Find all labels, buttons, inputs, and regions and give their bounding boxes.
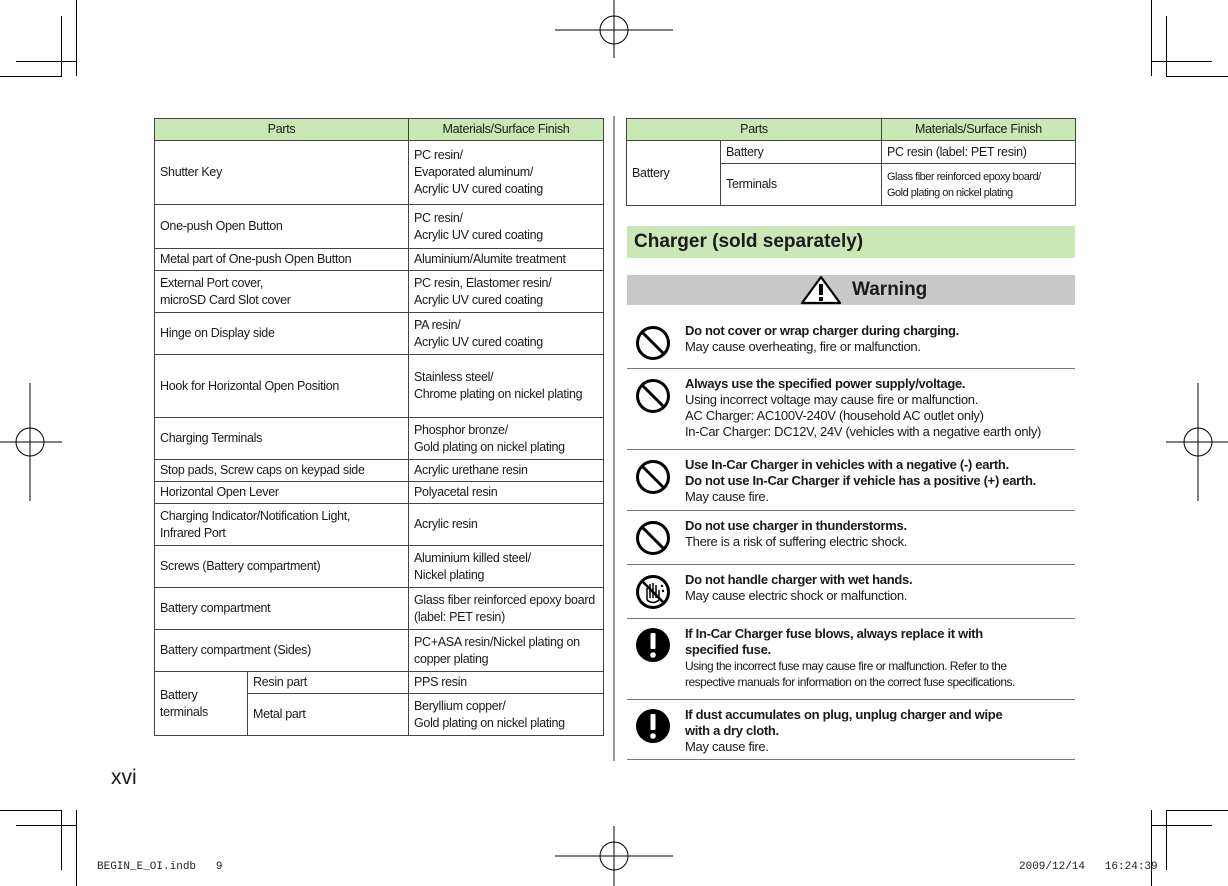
warning-body-line: Using incorrect voltage may cause fire or malfunction. <box>685 392 979 407</box>
header-materials: Materials/Surface Finish <box>882 119 1076 141</box>
table-cell-material: Beryllium copper/ Gold plating on nickel plating <box>409 694 604 736</box>
registration-mark-right <box>1166 383 1228 503</box>
table-row <box>155 418 604 460</box>
table-cell-part: Hinge on Display side <box>155 313 409 355</box>
warning-body-line: May cause fire. <box>685 739 769 754</box>
table-cell-part: Stop pads, Screw caps on keypad side <box>155 460 409 482</box>
warning-body-line: May cause electric shock or malfunction. <box>685 588 908 603</box>
warning-label: Warning <box>852 279 928 300</box>
warning-banner <box>627 275 1075 305</box>
table-cell-group: Battery <box>627 141 721 206</box>
table-row <box>155 313 604 355</box>
table-row <box>155 249 604 271</box>
table-cell-material: Acrylic resin <box>409 504 604 546</box>
table-cell-material: Acrylic urethane resin <box>409 460 604 482</box>
table-cell-material: PC resin/ Evaporated aluminum/ Acrylic UV cured coating <box>409 141 604 205</box>
warning-text <box>685 518 1075 550</box>
table-cell-part: Screws (Battery compartment) <box>155 546 409 588</box>
warning-body-line: There is a risk of suffering electric shock. <box>685 534 908 549</box>
warning-title: Do not handle charger with wet hands. <box>685 572 913 587</box>
table-cell-part: Resin part <box>248 672 409 694</box>
table-cell-material: Aluminium/Alumite treatment <box>409 249 604 271</box>
prohibited-icon <box>635 520 671 561</box>
table-cell-material: PA resin/ Acrylic UV cured coating <box>409 313 604 355</box>
header-parts: Parts <box>627 119 882 141</box>
table-cell-material: PC resin (label: PET resin) <box>882 141 1076 164</box>
table-cell-part: One-push Open Button <box>155 205 409 249</box>
section-title: Charger (sold separately) <box>627 226 1075 258</box>
warning-text <box>685 457 1075 505</box>
table-cell-material: Aluminium killed steel/ Nickel plating <box>409 546 604 588</box>
table-cell-material: Glass fiber reinforced epoxy board/ Gold plating on nickel plating <box>882 164 1076 206</box>
table-cell-part: Shutter Key <box>155 141 409 205</box>
table-cell-part: Horizontal Open Lever <box>155 482 409 504</box>
warning-title: If dust accumulates on plug, unplug charger and wipe with a dry cloth. <box>685 707 1003 738</box>
warning-title: Use In-Car Charger in vehicles with a negative (-) earth. Do not use In-Car Charger if vehicle has a positive (+) earth. <box>685 457 1036 488</box>
warning-text <box>685 707 1075 755</box>
table-row <box>155 630 604 672</box>
warning-body-line: May cause overheating, fire or malfunction. <box>685 339 921 354</box>
warning-item <box>627 368 1075 450</box>
registration-mark-top <box>555 0 675 60</box>
table-row <box>155 672 604 694</box>
warning-title: If In-Car Charger fuse blows, always replace it with specified fuse. <box>685 626 983 657</box>
right-materials-table <box>626 118 1076 206</box>
table-cell-part: External Port cover, microSD Card Slot cover <box>155 271 409 313</box>
table-row <box>155 482 604 504</box>
table-row <box>155 588 604 630</box>
warning-item <box>627 510 1075 565</box>
footer-timestamp: 2009/12/14 16:24:39 <box>1019 861 1158 873</box>
table-cell-material: PC+ASA resin/Nickel plating on copper plating <box>409 630 604 672</box>
warning-item <box>627 699 1075 760</box>
warning-body-line: Using the incorrect fuse may cause fire or malfunction. Refer to the <box>685 659 1007 673</box>
table-row <box>155 504 604 546</box>
prohibited-icon <box>635 459 671 500</box>
header-parts: Parts <box>155 119 409 141</box>
prohibited-icon <box>635 325 671 366</box>
table-cell-part: Battery compartment <box>155 588 409 630</box>
table-cell-material: Polyacetal resin <box>409 482 604 504</box>
table-cell-part: Terminals <box>721 164 882 206</box>
table-row <box>155 355 604 418</box>
table-row <box>155 546 604 588</box>
warning-item <box>627 449 1075 511</box>
warning-text <box>685 572 1075 604</box>
table-cell-part: Battery <box>721 141 882 164</box>
warning-body-line: AC Charger: AC100V-240V (household AC outlet only) <box>685 408 984 423</box>
table-cell-material: Stainless steel/ Chrome plating on nickel plating <box>409 355 604 418</box>
warning-title: Do not use charger in thunderstorms. <box>685 518 907 533</box>
table-row <box>155 205 604 249</box>
warning-text <box>685 376 1075 440</box>
table-cell-part: Battery compartment (Sides) <box>155 630 409 672</box>
mandatory-icon <box>635 627 671 668</box>
registration-mark-left <box>0 383 62 503</box>
left-materials-table <box>154 118 604 736</box>
warning-triangle-icon <box>799 275 843 305</box>
footer-file: BEGIN_E_OI.indb 9 <box>97 861 223 873</box>
page-number: xvi <box>111 766 137 789</box>
column-divider <box>613 116 615 761</box>
header-materials: Materials/Surface Finish <box>409 119 604 141</box>
wet-hands-prohibited-icon <box>635 574 671 615</box>
warning-text <box>685 323 1075 355</box>
warning-body-line: In-Car Charger: DC12V, 24V (vehicles with a negative earth only) <box>685 424 1042 439</box>
table-cell-material: Phosphor bronze/ Gold plating on nickel plating <box>409 418 604 460</box>
table-row <box>627 141 1076 164</box>
table-cell-group: Battery terminals <box>155 672 248 736</box>
warning-title: Always use the specified power supply/voltage. <box>685 376 966 391</box>
table-cell-part: Hook for Horizontal Open Position <box>155 355 409 418</box>
warning-item <box>627 315 1075 369</box>
warning-body-line: May cause fire. <box>685 489 769 504</box>
table-cell-material: Glass fiber reinforced epoxy board (label: PET resin) <box>409 588 604 630</box>
table-cell-part: Metal part of One-push Open Button <box>155 249 409 271</box>
table-cell-part: Metal part <box>248 694 409 736</box>
warning-body-line: respective manuals for information on the correct fuse specifications. <box>685 675 1015 689</box>
warning-text <box>685 626 1075 690</box>
warning-title: Do not cover or wrap charger during charging. <box>685 323 959 338</box>
table-cell-part: Charging Indicator/Notification Light, Infrared Port <box>155 504 409 546</box>
table-row <box>155 271 604 313</box>
mandatory-icon <box>635 708 671 749</box>
table-cell-material: PC resin/ Acrylic UV cured coating <box>409 205 604 249</box>
table-row <box>155 141 604 205</box>
prohibited-icon <box>635 378 671 419</box>
table-cell-material: PPS resin <box>409 672 604 694</box>
registration-mark-bottom <box>555 826 675 886</box>
warning-item <box>627 618 1075 700</box>
warning-item <box>627 564 1075 619</box>
table-cell-material: PC resin, Elastomer resin/ Acrylic UV cured coating <box>409 271 604 313</box>
table-cell-part: Charging Terminals <box>155 418 409 460</box>
table-row <box>155 460 604 482</box>
